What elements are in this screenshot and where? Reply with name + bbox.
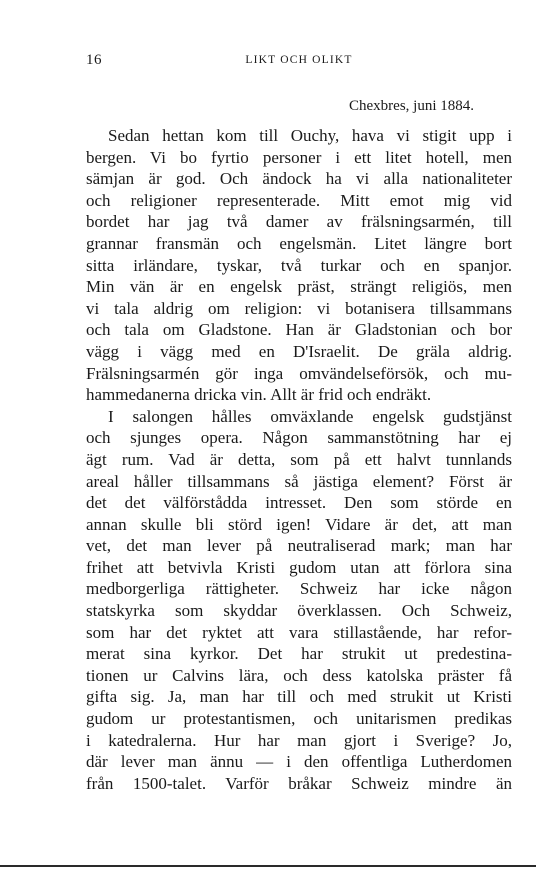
page-bottom-edge (0, 865, 536, 867)
text-line: gudom ur protestantismen, och unitarismen predikas (86, 709, 512, 729)
dateline: Chexbres, juni 1884. (349, 98, 474, 114)
text-line: bergen. Vi bo fyrtio personer i ett litet hotell, men (86, 147, 512, 167)
paragraph-2 (86, 406, 512, 795)
text-line: I salongen hålles omväxlande engelsk gudstjänst (108, 406, 512, 426)
text-line: bordet har jag två damer av frälsningsarmén, till (86, 212, 512, 232)
page-number: 16 (86, 52, 102, 68)
text-line: och sjunges opera. Någon sammanstötning har ej (86, 428, 512, 448)
text-line: Min vän är en engelsk präst, strängt religiös, men (86, 277, 512, 297)
text-line: tionen ur Calvins lära, och dess katolska präster få (86, 665, 512, 685)
text-line: och tala om Gladstone. Han är Gladstonian och bor (86, 320, 512, 340)
body-text (86, 125, 512, 794)
text-line: vi tala aldrig om religion: vi botanisera tillsammans (86, 298, 512, 318)
paragraph-1 (86, 125, 512, 406)
text-line: hammedanerna dricka vin. Allt är frid och endräkt. (86, 385, 432, 405)
text-line: statskyrka som skyddar överklassen. Och Schweiz, (86, 601, 512, 621)
text-line: sitta irländare, tyskar, två turkar och en spanjor. (86, 255, 512, 275)
text-line: grannar fransmän och engelsmän. Litet längre bort (86, 233, 512, 253)
text-line: areal håller tillsammans så jästiga element? Först är (86, 471, 512, 491)
text-line: sämjan är god. Och ändock ha vi alla nationaliteter (86, 169, 512, 189)
text-line: Sedan hettan kom till Ouchy, hava vi stigit upp i (108, 126, 512, 145)
text-line: gifta sig. Ja, man har till och med strukit ut Kristi (86, 687, 512, 707)
text-line: som har det ryktet att vara stillastående, har refor- (86, 622, 512, 642)
text-line: merat sina kyrkor. Det har strukit ut predestina- (86, 644, 512, 664)
text-line: i katedralerna. Hur har man gjort i Sverige? Jo, (86, 730, 512, 750)
text-line: det det välförstådda intresset. Den som störde en (86, 493, 512, 513)
text-line: ägt rum. Vad är detta, som på ett halvt tunnlands (86, 449, 512, 469)
text-line: där lever man ännu — i den offentliga Lutherdomen (86, 752, 512, 772)
text-line: frihet att betvivla Kristi gudom utan att förlora sina (86, 557, 512, 577)
text-line: vet, det man lever på neutraliserad mark; man har (86, 536, 512, 556)
text-line: annan skulle bli störd igen! Vidare är det, att man (86, 514, 512, 534)
text-line: Frälsningsarmén gör inga omvändelseförsök, och mu- (86, 363, 512, 383)
running-title: LIKT OCH OLIKT (245, 54, 353, 66)
text-line: medborgerliga rättigheter. Schweiz har icke någon (86, 579, 512, 599)
text-line: och religioner representerade. Mitt emot mig vid (86, 190, 512, 210)
page-header (86, 52, 512, 72)
text-line: från 1500-talet. Varför bråkar Schweiz mindre än (86, 773, 512, 793)
text-line: vägg i vägg med en D'Israelit. De gräla aldrig. (86, 341, 512, 361)
